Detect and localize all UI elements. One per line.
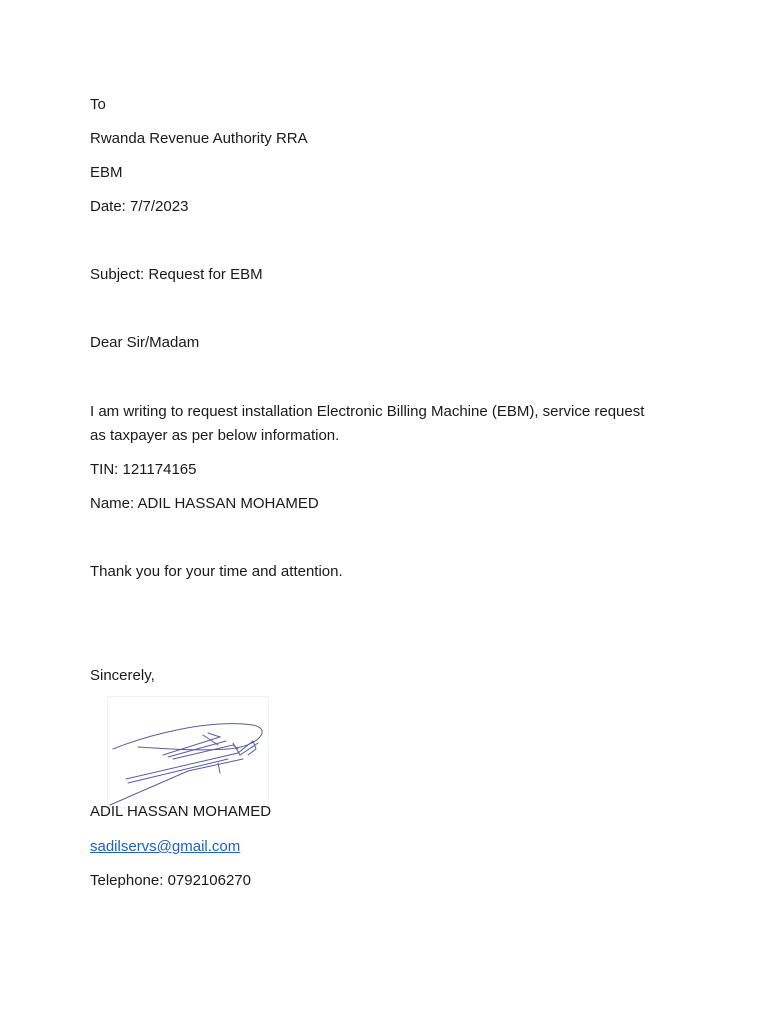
department-line: EBM: [90, 164, 123, 181]
tin-line: TIN: 121174165: [90, 461, 197, 478]
subject-line: Subject: Request for EBM: [90, 266, 263, 283]
signer-name: ADIL HASSAN MOHAMED: [90, 803, 272, 820]
to-line: To: [90, 96, 106, 113]
telephone-line: Telephone: 0792106270: [90, 872, 251, 889]
signature-image: [107, 696, 269, 808]
signature-icon: [108, 697, 268, 807]
email-link[interactable]: sadilservs@gmail.com: [90, 838, 241, 855]
salutation: Dear Sir/Madam: [90, 334, 200, 351]
date-line: Date: 7/7/2023: [90, 198, 189, 215]
body-paragraph: I am writing to request installation Electronic Billing Machine (EBM), service request as taxpayer as per below information.: [90, 403, 645, 444]
thanks-line: Thank you for your time and attention.: [90, 563, 343, 580]
closing-line: Sincerely,: [90, 667, 155, 684]
name-line: Name: ADIL HASSAN MOHAMED: [90, 495, 319, 512]
recipient-line: Rwanda Revenue Authority RRA: [90, 130, 308, 147]
